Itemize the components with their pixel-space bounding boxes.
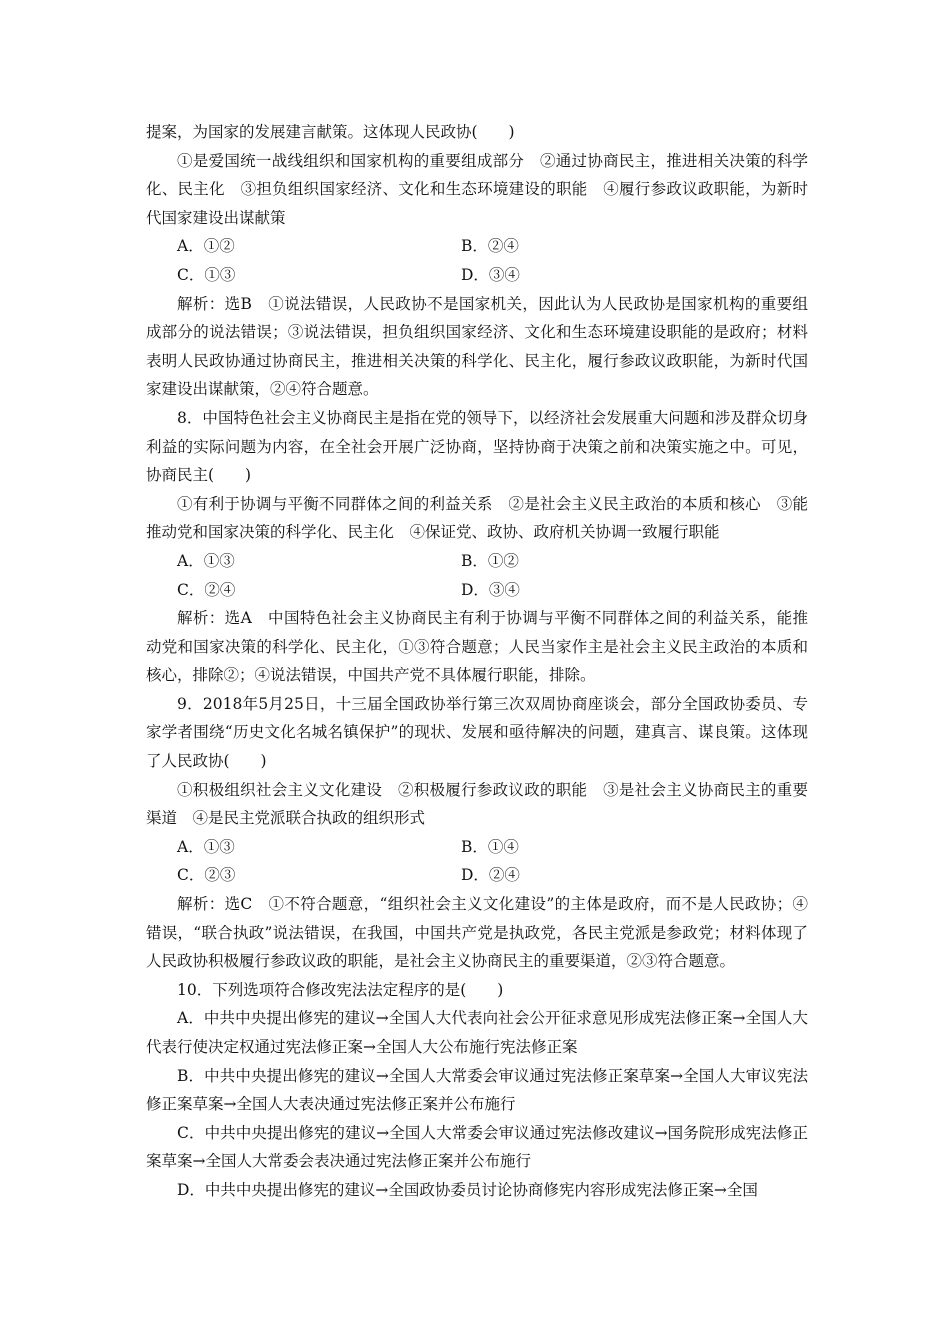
option-d: D．③④ [461, 265, 520, 284]
option-c: C．②③ [177, 866, 236, 885]
question-7-options-row-2 [146, 261, 808, 290]
question-8-statements: ①有利于协调与平衡不同群体之间的利益关系 ②是社会主义民主政治的本质和核心 ③能推动党和国家决策的科学化、民主化 ④保证党、政协、政府机关协调一致履行职能 [146, 494, 808, 542]
option-a: A．①③ [177, 837, 235, 856]
question-9-stem: 9．2018年5月25日，十三届全国政协举行第三次双周协商座谈会，部分全国政协委员、专家学者围绕“历史文化名城名镇保护”的现状、发展和亟待解决的问题，建真言、谋良策。这体现了人民政协( ) [146, 694, 808, 771]
question-10-option-a: A．中共中央提出修宪的建议→全国人大代表向社会公开征求意见形成宪法修正案→全国人大代表行使决定权通过宪法修正案→全国人大公布施行宪法修正案 [146, 1009, 808, 1056]
question-7-options-row-1 [146, 232, 808, 261]
question-8-stem: 8．中国特色社会主义协商民主是指在党的领导下，以经济社会发展重大问题和涉及群众切身利益的实际问题为内容，在全社会开展广泛协商，坚持协商于决策之前和决策实施之中。可见，协商民主( ) [146, 408, 808, 485]
document-page [146, 118, 808, 1205]
question-9-analysis: 解析：选C ①不符合题意，“组织社会主义文化建设”的主体是政府，而不是人民政协；④错误，“联合执政”说法错误，在我国，中国共产党是执政党，各民主党派是参政党；材料体现了人民政协积极履行参政议政的职能，是社会主义协商民主的重要渠道，②③符合题意。 [146, 895, 808, 971]
option-c: C．②④ [177, 580, 236, 599]
option-b: B．①④ [461, 837, 519, 856]
question-9-statements: ①积极组织社会主义文化建设 ②积极履行参政议政的职能 ③是社会主义协商民主的重要渠道 ④是民主党派联合执政的组织形式 [146, 780, 808, 828]
question-9-options-row-2 [146, 861, 808, 890]
question-10-option-c: C．中共中央提出修宪的建议→全国人大常委会审议通过宪法修改建议→国务院形成宪法修正案草案→全国人大常委会表决通过宪法修正案并公布施行 [146, 1123, 808, 1171]
option-c: C．①③ [177, 265, 236, 284]
option-d: D．②④ [461, 866, 520, 885]
question-7-statements: ①是爱国统一战线组织和国家机构的重要组成部分 ②通过协商民主，推进相关决策的科学化、民主化 ③担负组织国家经济、文化和生态环境建设的职能 ④履行参政议政职能，为新时代国家建设出谋献策 [146, 151, 808, 227]
question-7-analysis: 解析：选B ①说法错误，人民政协不是国家机关，因此认为人民政协是国家机构的重要组成部分的说法错误；③说法错误，担负组织国家经济、文化和生态环境建设职能的是政府；材料表明人民政协通过协商民主，推进相关决策的科学化、民主化，履行参政议政职能，为新时代国家建设出谋献策，②④符合题意。 [146, 294, 808, 399]
question-10-option-b: B．中共中央提出修宪的建议→全国人大常委会审议通过宪法修正案草案→全国人大审议宪法修正案草案→全国人大表决通过宪法修正案并公布施行 [146, 1066, 808, 1114]
question-10-stem: 10．下列选项符合修改宪法法定程序的是( ) [177, 980, 504, 999]
question-10-option-d: D．中共中央提出修宪的建议→全国政协委员讨论协商修宪内容形成宪法修正案→全国 [177, 1180, 758, 1199]
option-a: A．①③ [177, 551, 235, 570]
option-d: D．③④ [461, 580, 520, 599]
question-8-options-row-2 [146, 576, 808, 605]
question-8-options-row-1 [146, 547, 808, 576]
option-b: B．①② [461, 551, 519, 570]
question-7-stem-tail: 提案，为国家的发展建言献策。这体现人民政协( ) [146, 123, 515, 141]
option-b: B．②④ [461, 237, 519, 256]
question-9-options-row-1 [146, 833, 808, 862]
question-8-analysis: 解析：选A 中国特色社会主义协商民主有利于协调与平衡不同群体之间的利益关系，能推动党和国家决策的科学化、民主化，①③符合题意；人民当家作主是社会主义民主政治的本质和核心，排除②；④说法错误，中国共产党不具体履行职能，排除。 [146, 609, 808, 685]
option-a: A．①② [177, 237, 235, 256]
